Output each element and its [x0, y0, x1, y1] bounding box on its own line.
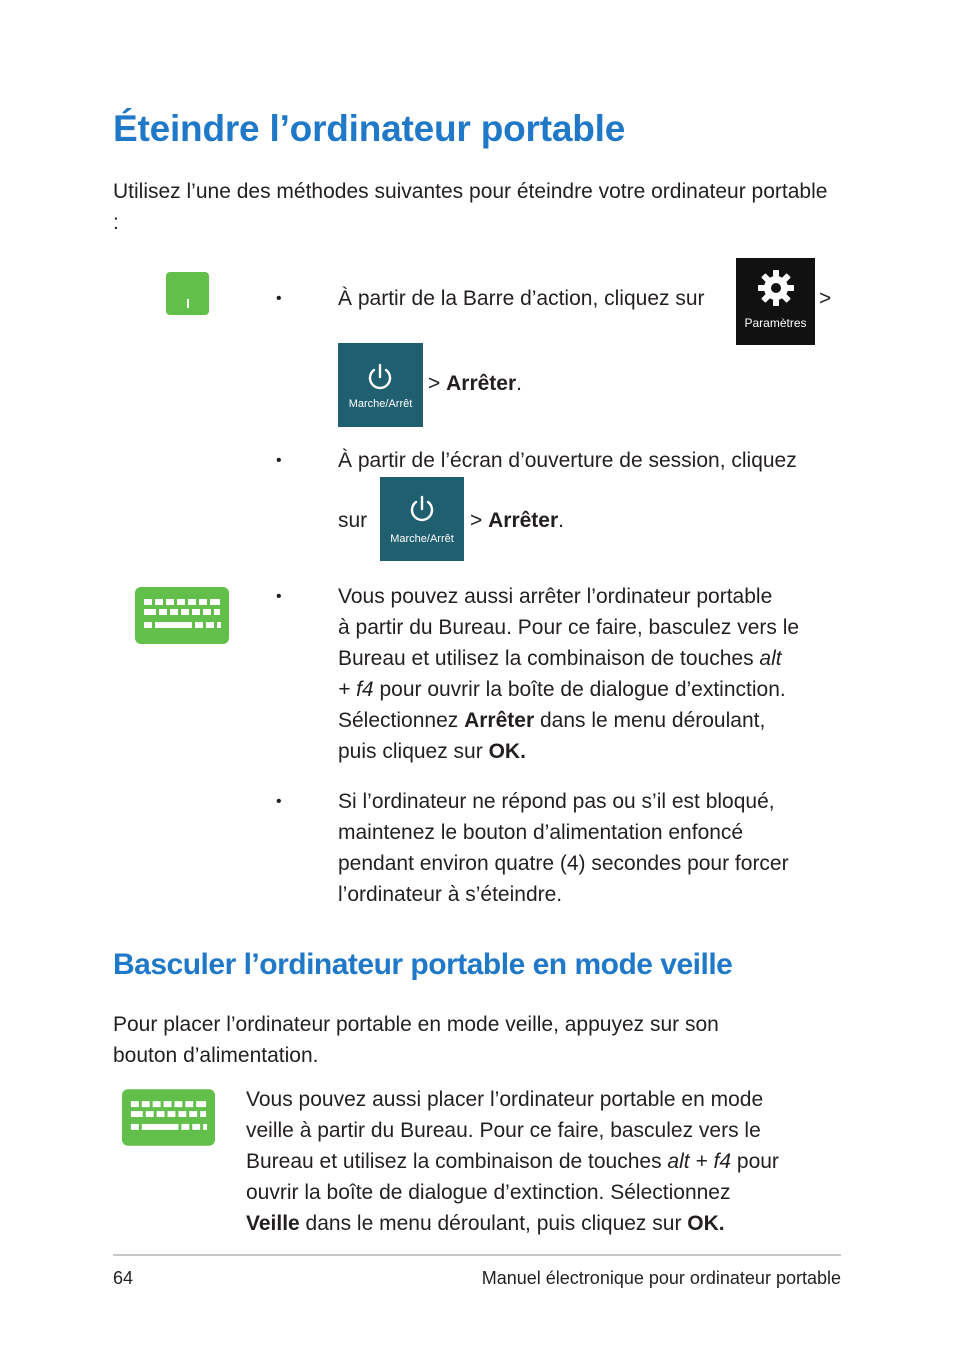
bullet-marker: •	[276, 588, 282, 605]
key-alt: alt	[759, 647, 782, 670]
bullet1-action: > Arrêter.	[428, 372, 522, 395]
footer-manual-title: Manuel électronique pour ordinateur portable	[481, 1268, 841, 1288]
key-f4: + f4	[338, 678, 374, 701]
bullet1-text: À partir de la Barre d’action, cliquez sur	[338, 287, 705, 310]
keyboard-icon	[122, 1089, 215, 1146]
sleep-intro: Pour placer l’ordinateur portable en mode veille, appuyez sur son bouton d’alimentation.	[113, 1013, 719, 1067]
power-tile[interactable]	[338, 343, 423, 427]
bullet-marker: •	[276, 290, 282, 307]
keyboard-icon	[135, 587, 229, 644]
power-tile-label: Marche/Arrêt	[390, 533, 454, 545]
section-title-sleep: Basculer l’ordinateur portable en mode veille	[113, 948, 733, 981]
power-tile-label: Marche/Arrêt	[348, 398, 413, 410]
power-tile[interactable]	[380, 477, 464, 561]
settings-tile-label: Paramètres	[744, 316, 807, 330]
sleep-note: Vous pouvez aussi placer l’ordinateur portable en mode veille à partir du Bureau. Pour ce faire, basculez vers le Bureau et utilisez la combinaison de touches alt + f4 pour ouvrir la boîte de dialogue d’extinction. Sélectionnez Veille dans le menu déroulant, puis cliquez sur OK.	[246, 1088, 779, 1235]
bullet-marker: •	[276, 793, 282, 810]
power-icon	[365, 363, 395, 393]
bullet2-line1: À partir de l’écran d’ouverture de session, cliquez	[338, 449, 797, 472]
bullet3-text: Vous pouvez aussi arrêter l’ordinateur portable à partir du Bureau. Pour ce faire, basculez vers le Bureau et utilisez la combinaison de touches alt + f4 pour ouvrir la boîte de dialogue d’extinction. Sélectionnez Arrêter dans le menu déroulant, puis cliquez sur OK.	[338, 585, 800, 763]
touchpad-icon	[166, 272, 209, 315]
settings-gear-icon	[756, 268, 796, 308]
bullet-marker: •	[276, 452, 282, 469]
bullet2-action: > Arrêter.	[470, 509, 564, 532]
bullet4-text: Si l’ordinateur ne répond pas ou s’il est bloqué, maintenez le bouton d’alimentation enfoncé pendant environ quatre (4) secondes pour forcer l’ordinateur à s’éteindre.	[338, 790, 789, 906]
arreter-label: Arrêter	[488, 509, 559, 532]
arreter-label: Arrêter	[446, 372, 517, 395]
settings-tile[interactable]	[736, 258, 815, 345]
power-icon	[407, 495, 437, 525]
intro-text: Utilisez l’une des méthodes suivantes pour éteindre votre ordinateur portable :	[113, 180, 828, 234]
footer-divider	[113, 1254, 841, 1256]
bullet2-prefix: sur	[338, 509, 368, 532]
page-title: Éteindre l’ordinateur portable	[113, 108, 626, 149]
key-alt-f4: alt + f4	[667, 1150, 732, 1173]
separator-gt: >	[819, 287, 832, 310]
page-number: 64	[113, 1268, 134, 1288]
